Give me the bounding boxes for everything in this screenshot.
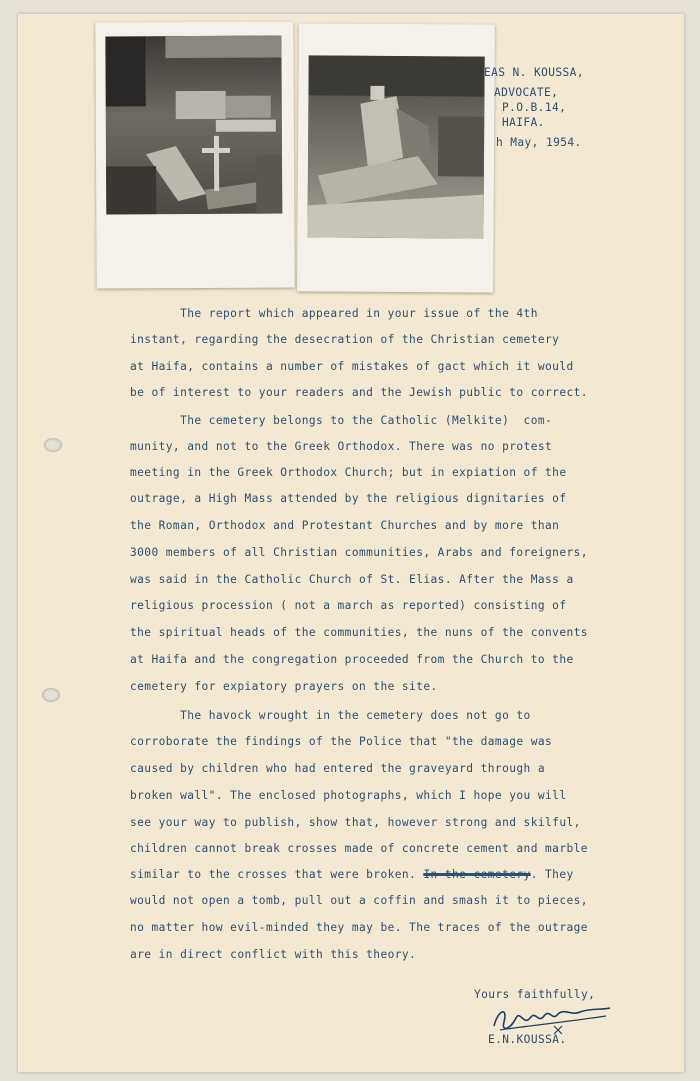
punch-hole-upper: [44, 438, 62, 452]
body-line-15: cemetery for expiatory prayers on the site.: [130, 680, 438, 693]
letterhead-name: EAS N. KOUSSA,: [484, 66, 584, 79]
body-line-25: are in direct conflict with this theory.: [130, 948, 417, 961]
body-line-7: meeting in the Greek Orthodox Church; but in expiation of the: [130, 466, 567, 479]
body-line-10: 3000 members of all Christian communities, Arabs and foreigners,: [130, 546, 588, 559]
closing-salutation: Yours faithfully,: [474, 988, 596, 1001]
photograph-broken-tomb: [297, 23, 495, 292]
body-line-5: The cemetery belongs to the Catholic (Melkite) com-: [130, 414, 553, 427]
body-line-24: no matter how evil-minded they may be. The traces of the outrage: [130, 921, 588, 934]
body-line-22: [130, 868, 574, 881]
body-line-23: would not open a tomb, pull out a coffin and smash it to pieces,: [130, 894, 588, 907]
body-line-20: see your way to publish, show that, however strong and skilful,: [130, 816, 581, 829]
body-line-4: be of interest to your readers and the Jewish public to correct.: [130, 386, 588, 399]
body-line-17: corroborate the findings of the Police that "the damage was: [130, 735, 553, 748]
body-line-21: children cannot break crosses made of concrete cement and marble: [130, 842, 588, 855]
signature-name: E.N.KOUSSA.: [488, 1033, 567, 1046]
body-line-19: broken wall". The enclosed photographs, which I hope you will: [130, 789, 567, 802]
photograph-cemetery-graves: [95, 21, 294, 288]
body-line-1: The report which appeared in your issue of the 4th: [130, 307, 538, 320]
punch-hole-lower: [42, 688, 60, 702]
body-line-18: caused by children who had entered the graveyard through a: [130, 762, 546, 775]
letter-date: h May, 1954.: [496, 136, 582, 149]
body-line-14: at Haifa and the congregation proceeded from the Church to the: [130, 653, 574, 666]
body-line-2: instant, regarding the desecration of the Christian cemetery: [130, 333, 560, 346]
body-line-12: religious procession ( not a march as reported) consisting of: [130, 599, 567, 612]
body-line-22-end: . They: [530, 868, 574, 881]
letterhead-title: ADVOCATE,: [494, 86, 559, 99]
body-line-22-text: similar to the crosses that were broken.: [130, 868, 424, 881]
body-line-13: the spiritual heads of the communities, the nuns of the convents: [130, 626, 588, 639]
body-line-9: the Roman, Orthodox and Protestant Churches and by more than: [130, 519, 560, 532]
cemetery-graves-image: [105, 36, 282, 215]
body-line-6: munity, and not to the Greek Orthodox. There was no protest: [130, 440, 553, 453]
body-line-11: was said in the Catholic Church of St. Elias. After the Mass a: [130, 573, 574, 586]
letterhead-pob: P.O.B.14,: [502, 101, 567, 114]
letterhead-city: HAIFA.: [502, 116, 545, 129]
body-line-8: outrage, a High Mass attended by the religious dignitaries of: [130, 492, 567, 505]
body-line-16: The havock wrought in the cemetery does not go to: [130, 709, 531, 722]
body-line-3: at Haifa, contains a number of mistakes of gact which it would: [130, 360, 574, 373]
struck-out-text: In the cemetery: [423, 868, 531, 881]
broken-tomb-image: [307, 55, 484, 238]
